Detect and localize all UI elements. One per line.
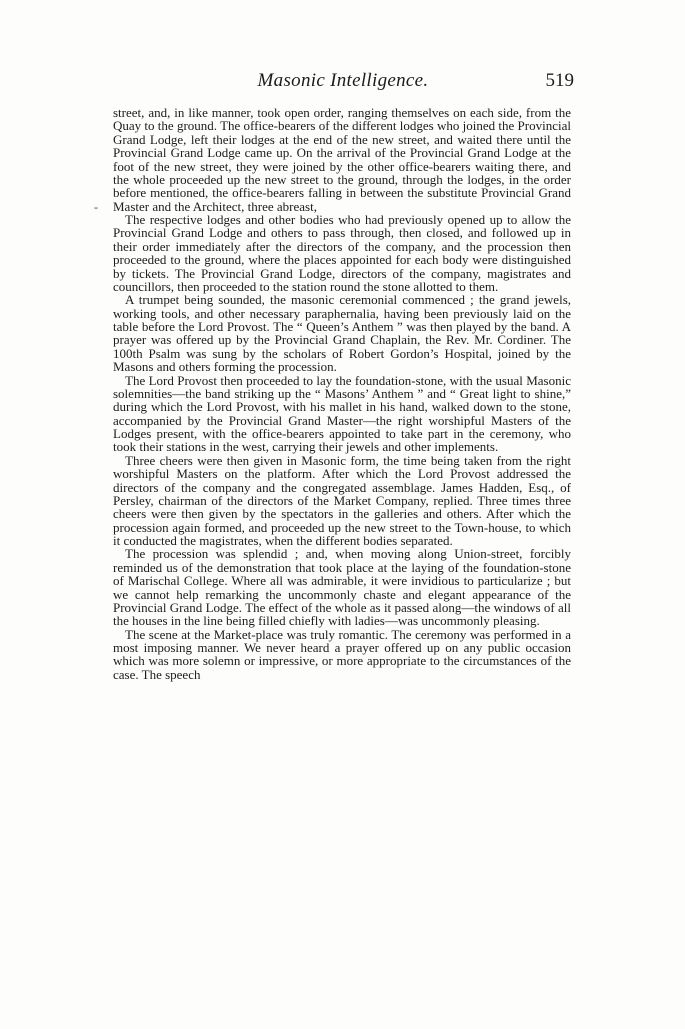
page-number: 519 [545,70,574,91]
running-head [112,70,574,100]
paragraph-6: The procession was splendid ; and, when moving along Union-street, forcibly reminded us of the demonstration that took place at the laying of the foundation-stone of Marischal College. Where all was admirable, it were invidious to particularize ; but we cannot help remarking the uncommonly chaste and elegant appearance of the Provincial Grand Lodge. The effect of the whole as it passed along—the windows of all the houses in the line being filled chiefly with ladies—was uncommonly pleasing. [113,546,571,629]
margin-mark: - [94,200,98,214]
paragraph-2: The respective lodges and other bodies who had previously opened up to allow the Provincial Grand Lodge and others to pass through, then closed, and followed up in their order immediately after the directors of the company, and the procession then proceeded to the ground, where the places appointed for each body were distinguished by tickets. The Provincial Grand Lodge, directors of the company, magistrates and councillors, then proceeded to the station round the stone allotted to them. [113,212,571,294]
body-text [113,106,571,681]
paragraph-7: The scene at the Market-place was truly romantic. The ceremony was performed in a most imposing manner. We never heard a prayer offered up on any public occasion which was more solemn or impressive, or more appropriate to the circumstances of the case. The speech [113,626,571,682]
paragraph-3: A trumpet being sounded, the masonic ceremonial commenced ; the grand jewels, working tools, and other necessary paraphernalia, having been previously laid on the table before the Lord Provost. The “ Queen’s Anthem ” was then played by the band. A prayer was offered up by the Provincial Grand Chaplain, the Rev. Mr. Cordiner. The 100th Psalm was sung by the scholars of Robert Gordon’s Hospital, joined by the Masons and others forming the procession. [113,292,571,375]
paragraph-4: The Lord Provost then proceeded to lay the foundation-stone, with the usual Masonic solemnities—the band striking up the “ Masons’ Anthem ” and “ Great light to shine,” during which the Lord Provost, with his mallet in his hand, walked down to the stone, accompanied by the Provincial Grand Master—the right worshipful Masters of the Lodges present, with the office-bearers appointed to take part in the ceremony, who took their stations in the west, carrying their jewels and other implements. [113,372,571,455]
paragraph-1: street, and, in like manner, took open order, ranging themselves on each side, from the Quay to the ground. The office-bearers of the different lodges who joined the Provincial Grand Lodge, left their lodges at the end of the new street, and waited there until the Provincial Grand Lodge came up. On the arrival of the Provincial Grand Lodge at the foot of the new street, they were joined by the other office-bearers waiting there, and the whole proceeded up the new street to the ground, through the lodges, in the order before mentioned, the office-bearers falling in between the substitute Provincial Grand Master and the Architect, three abreast, [113,105,571,214]
running-title: Masonic Intelligence. [257,70,429,91]
paragraph-5: Three cheers were then given in Masonic form, the time being taken from the right worshipful Masters on the platform. After which the Lord Provost addressed the directors of the company and the congregated assemblage. James Hadden, Esq., of Persley, chairman of the directors of the Market Company, replied. Three times three cheers were then given by the spectators in the galleries and others. After which the procession again formed, and proceeded up the new street to the Town-house, to which it conducted the magistrates, when the different bodies separated. [113,452,571,548]
